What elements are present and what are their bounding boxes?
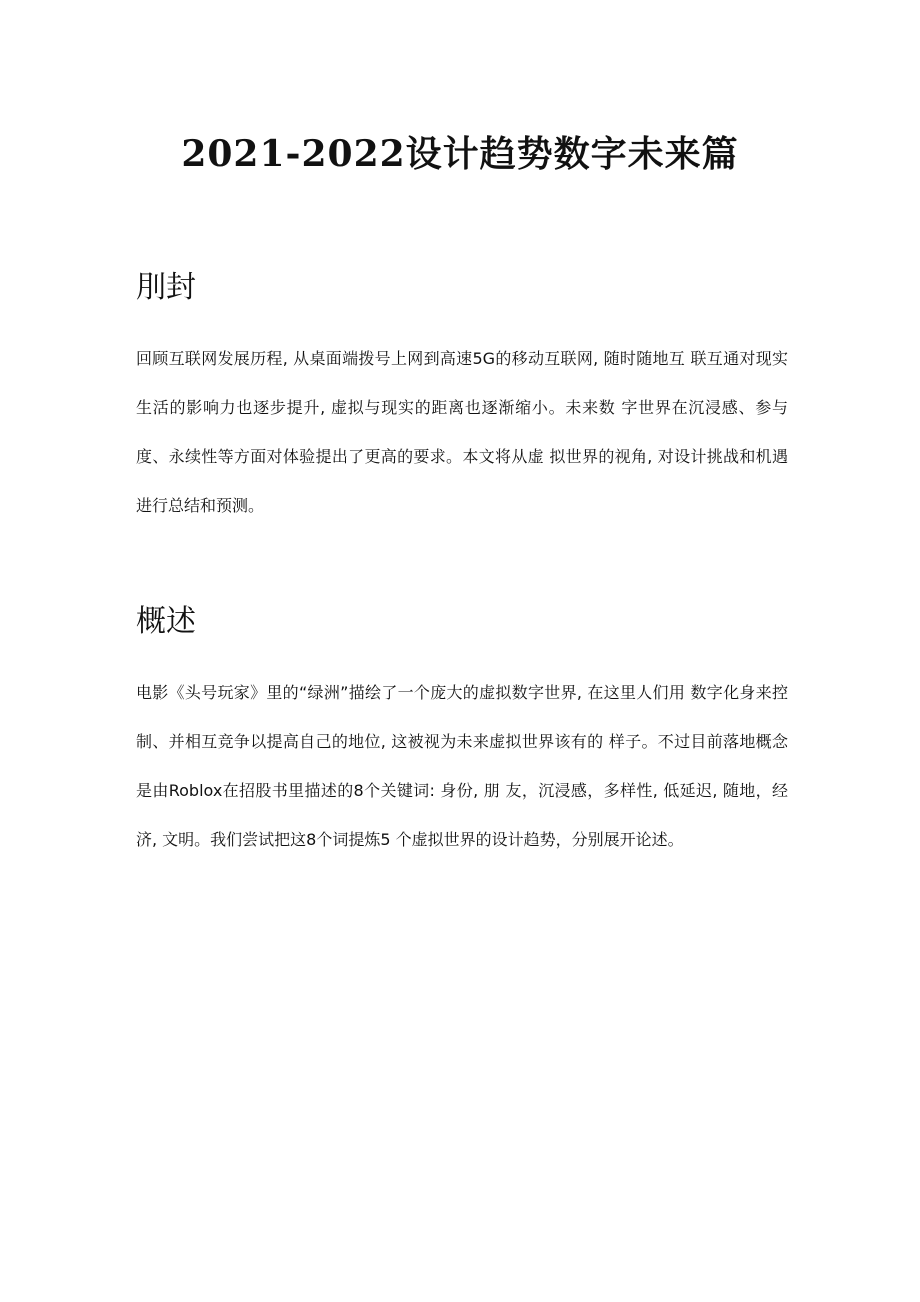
paragraph-overview: 电影《头号玩家》里的“绿洲”描绘了一个庞大的虚拟数字世界, 在这里人们用 数字化身来控制、并相互竞争以提高自己的地位, 这被视为未来虚拟世界该有的 样子。不过目前落地概念是由Roblox在招股书里描述的8个关键词: 身份, 朋 友，沉浸感，多样性, 低延迟, 随地，经济, 文明。我们尝试把这8个词提炼5 个虚拟世界的设计趋势，分别展开论述。 <box>136 683 788 849</box>
section-heading-preface: 刖封 <box>136 270 196 305</box>
section-heading-overview: 概述 <box>136 604 196 639</box>
paragraph-preface: 回顾互联网发展历程, 从桌面端拨号上网到高速5G的移动互联网, 随时随地互 联互通对现实生活的影响力也逐步提升, 虚拟与现实的距离也逐渐缩小。未来数 字世界在沉浸感、参与度、永续性等方面对体验提出了更高的要求。本文将从虚 拟世界的视角, 对设计挑战和机遇进行总结和预测。 <box>136 349 788 515</box>
document-title: 2021-2022设计趋势数字未来篇 <box>181 133 739 175</box>
